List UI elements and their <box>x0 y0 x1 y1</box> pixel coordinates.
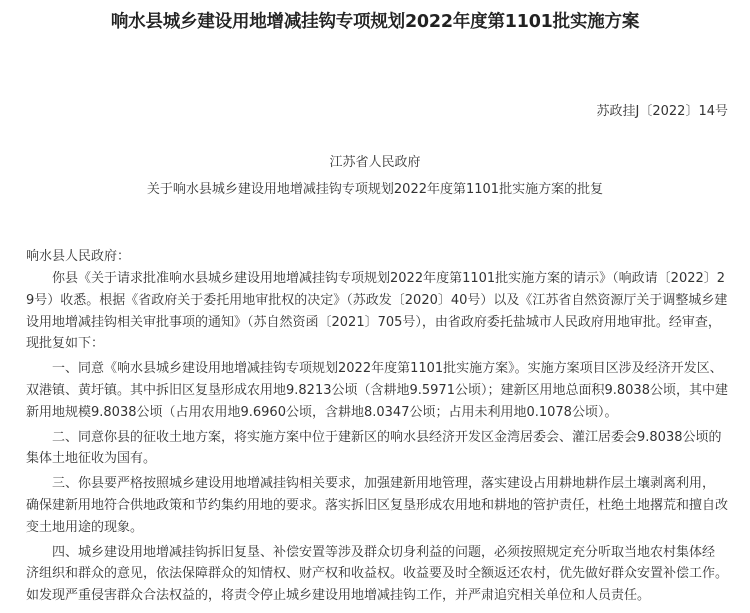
paragraph-line: 济组织和群众的意见，依法保障群众的知情权、财产权和收益权。收益要及时全额返还农村，优先做好群众安置补偿工作。 <box>26 566 729 582</box>
paragraph-line: 新用地规模9.8038公顷（占用农用地9.6960公顷，含耕地8.0347公顷；占用未利用地0.1078公顷）。 <box>26 404 618 420</box>
paragraph-line: 一、同意《响水县城乡建设用地增减挂钩专项规划2022年度第1101批实施方案》。实施方案项目区涉及经济开发区、 <box>52 361 723 377</box>
document-title: 响水县城乡建设用地增减挂钩专项规划2022年度第1101批实施方案 <box>110 12 640 32</box>
paragraph-1 <box>26 268 732 355</box>
paragraph-line: 四、城乡建设用地增减挂钩拆旧复垦、补偿安置等涉及群众切身利益的问题，必须按照规定充分听取当地农村集体经 <box>52 544 716 560</box>
paragraph-line: 确保建新用地符合供地政策和节约集约用地的要求。落实拆旧区复垦形成农用地和耕地的管护责任，杜绝土地撂荒和擅自改 <box>26 497 729 513</box>
addressee: 响水县人民政府： <box>26 249 131 264</box>
paragraph-3 <box>26 427 732 471</box>
paragraph-4 <box>26 473 732 538</box>
issuer: 江苏省人民政府 <box>329 155 421 170</box>
subject-line: 关于响水县城乡建设用地增减挂钩专项规划2022年度第1101批实施方案的批复 <box>146 182 604 197</box>
paragraph-line: 集体土地征收为国有。 <box>26 451 157 467</box>
paragraph-line: 设用地增减挂钩相关审批事项的通知》（苏自然资函〔2021〕705号），由省政府委托盐城市人民政府用地审批。经审查， <box>26 314 721 330</box>
paragraph-line: 如发现严重侵害群众合法权益的，将责令停止城乡建设用地增减挂钩工作，并严肃追究相关单位和人员责任。 <box>26 588 651 604</box>
paragraph-line: 9号）收悉。根据《省政府关于委托用地审批权的决定》（苏政发〔2020〕40号）以及《江苏省自然资源厅关于调整城乡建 <box>26 292 728 308</box>
paragraph-line: 现批复如下： <box>26 336 105 352</box>
document-body <box>26 268 732 607</box>
paragraph-5 <box>26 542 732 607</box>
paragraph-line: 你县《关于请求批准响水县城乡建设用地增减挂钩专项规划2022年度第1101批实施方案的请示》（响政请〔2022〕2 <box>52 271 726 286</box>
paragraph-line: 二、同意你县的征收土地方案，将实施方案中位于建新区的响水县经济开发区金湾居委会、灌江居委会9.8038公顷的 <box>52 429 722 445</box>
paragraph-line: 双港镇、黄圩镇。其中拆旧区复垦形成农用地9.8213公顷（含耕地9.5971公顷）；建新区用地总面积9.8038公顷，其中建 <box>26 382 728 398</box>
paragraph-line: 三、你县要严格按照城乡建设用地增减挂钩相关要求，加强建新用地管理，落实建设占用耕地耕作层土壤剥离利用， <box>52 476 716 492</box>
paragraph-line: 变土地用途的现象。 <box>26 519 144 535</box>
paragraph-2 <box>26 358 732 423</box>
document-number: 苏政挂J〔2022〕14号 <box>596 104 728 119</box>
